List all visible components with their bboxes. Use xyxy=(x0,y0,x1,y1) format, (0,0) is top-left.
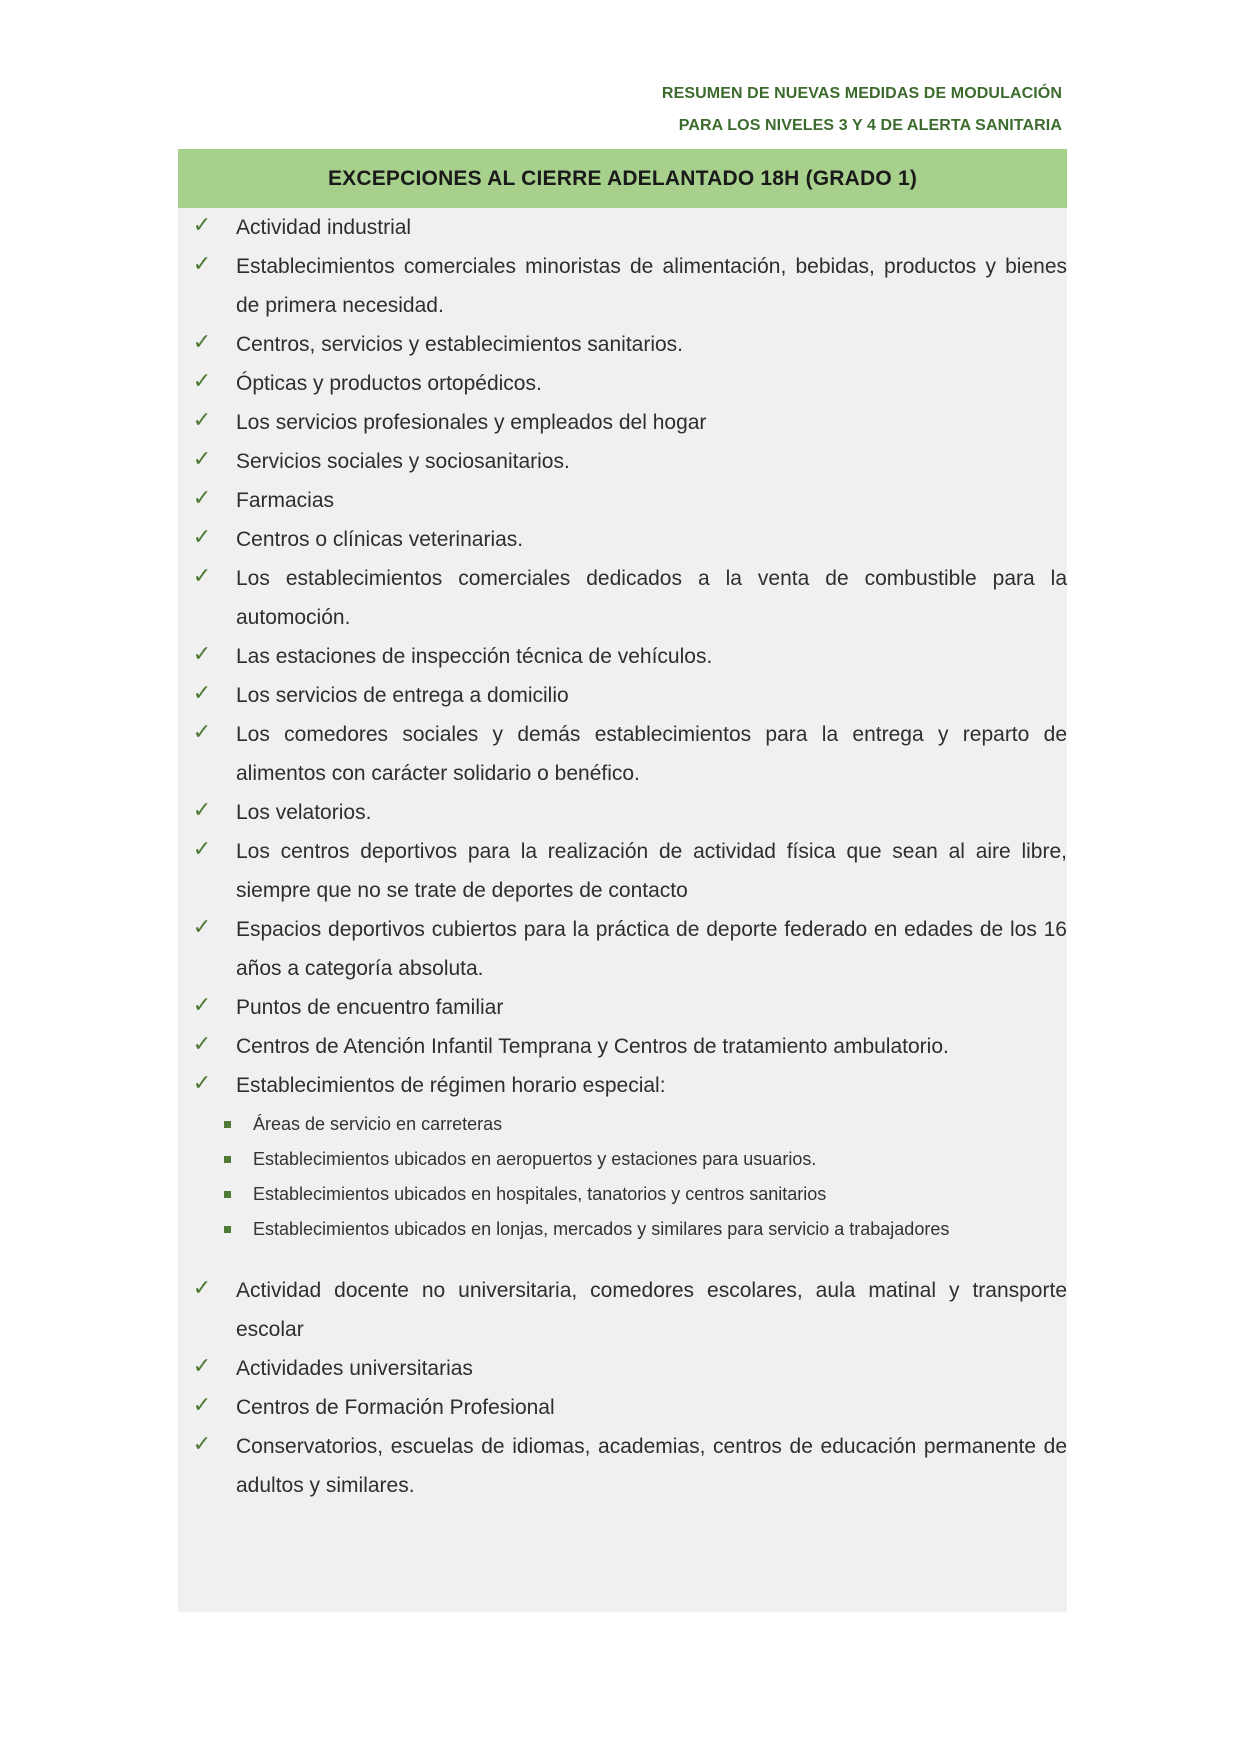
checkmark-icon: ✓ xyxy=(192,486,212,511)
checkmark-icon: ✓ xyxy=(192,720,212,745)
list-item xyxy=(178,637,1067,676)
checkmark-icon: ✓ xyxy=(192,330,212,355)
list-item-text: Conservatorios, escuelas de idiomas, academias, centros de educación permanente de adultos y similares. xyxy=(236,1435,1067,1497)
list-item xyxy=(178,715,1067,793)
sub-list-item-text: Áreas de servicio en carreteras xyxy=(253,1114,503,1134)
exceptions-panel xyxy=(178,149,1067,1612)
checkmark-icon: ✓ xyxy=(192,1432,212,1457)
checkmark-icon: ✓ xyxy=(192,408,212,433)
checkmark-icon: ✓ xyxy=(192,213,212,238)
list-item-text: Puntos de encuentro familiar xyxy=(236,996,504,1019)
list-item xyxy=(178,481,1067,520)
square-bullet-icon xyxy=(224,1156,231,1163)
sub-list-item xyxy=(178,1212,1067,1247)
list-item-text: Actividad docente no universitaria, comedores escolares, aula matinal y transporte escolar xyxy=(236,1279,1067,1341)
sub-list-item-text: Establecimientos ubicados en lonjas, mercados y similares para servicio a trabajadores xyxy=(253,1219,950,1239)
list-item xyxy=(178,1066,1067,1105)
list-item-text: Los comedores sociales y demás establecimientos para la entrega y reparto de alimentos con carácter solidario o benéfico. xyxy=(236,723,1067,785)
sub-list-item xyxy=(178,1177,1067,1212)
special-hours-sublist xyxy=(178,1107,1067,1247)
square-bullet-icon xyxy=(224,1226,231,1233)
list-item-text: Las estaciones de inspección técnica de vehículos. xyxy=(236,645,713,668)
list-item xyxy=(178,520,1067,559)
exceptions-list xyxy=(178,208,1067,1105)
list-item-text: Farmacias xyxy=(236,489,335,512)
panel-title: EXCEPCIONES AL CIERRE ADELANTADO 18H (GRADO 1) xyxy=(178,149,1067,208)
checkmark-icon: ✓ xyxy=(192,252,212,277)
checkmark-icon: ✓ xyxy=(192,681,212,706)
list-item xyxy=(178,1027,1067,1066)
checkmark-icon: ✓ xyxy=(192,993,212,1018)
list-item xyxy=(178,442,1067,481)
list-item xyxy=(178,364,1067,403)
header-line-1: RESUMEN DE NUEVAS MEDIDAS DE MODULACIÓN xyxy=(661,85,1062,102)
checkmark-icon: ✓ xyxy=(192,798,212,823)
list-item-text: Actividad industrial xyxy=(236,216,412,239)
list-item xyxy=(178,910,1067,988)
sub-list-item xyxy=(178,1142,1067,1177)
list-item xyxy=(178,1271,1067,1349)
square-bullet-icon xyxy=(224,1191,231,1198)
list-item-text: Ópticas y productos ortopédicos. xyxy=(236,372,542,395)
list-item xyxy=(178,247,1067,325)
list-item xyxy=(178,559,1067,637)
list-item xyxy=(178,676,1067,715)
checkmark-icon: ✓ xyxy=(192,1354,212,1379)
checkmark-icon: ✓ xyxy=(192,642,212,667)
list-item xyxy=(178,1349,1067,1388)
list-item xyxy=(178,1388,1067,1427)
checkmark-icon: ✓ xyxy=(192,564,212,589)
exceptions-list-continued xyxy=(178,1271,1067,1505)
list-item xyxy=(178,793,1067,832)
list-item-text: Actividades universitarias xyxy=(236,1357,473,1380)
document-header xyxy=(662,78,1062,142)
list-item-text: Los servicios de entrega a domicilio xyxy=(236,684,569,707)
list-item xyxy=(178,1427,1067,1505)
list-item-text: Servicios sociales y sociosanitarios. xyxy=(236,450,570,473)
list-item xyxy=(178,325,1067,364)
checkmark-icon: ✓ xyxy=(192,1032,212,1057)
sub-list-item-text: Establecimientos ubicados en hospitales, tanatorios y centros sanitarios xyxy=(253,1184,827,1204)
list-item-text: Establecimientos comerciales minoristas de alimentación, bebidas, productos y bienes de primera necesidad. xyxy=(236,255,1067,317)
list-item-text: Los servicios profesionales y empleados del hogar xyxy=(236,411,707,434)
sub-list-item-text: Establecimientos ubicados en aeropuertos y estaciones para usuarios. xyxy=(253,1149,817,1169)
checkmark-icon: ✓ xyxy=(192,1393,212,1418)
checkmark-icon: ✓ xyxy=(192,1071,212,1096)
square-bullet-icon xyxy=(224,1121,231,1128)
header-line-2: PARA LOS NIVELES 3 Y 4 DE ALERTA SANITARIA xyxy=(678,117,1062,134)
list-item-text: Centros, servicios y establecimientos sanitarios. xyxy=(236,333,684,356)
list-item-text: Centros de Atención Infantil Temprana y Centros de tratamiento ambulatorio. xyxy=(236,1035,949,1058)
list-item-text: Los establecimientos comerciales dedicados a la venta de combustible para la automoción. xyxy=(236,567,1067,629)
checkmark-icon: ✓ xyxy=(192,915,212,940)
list-item xyxy=(178,832,1067,910)
list-item-text: Los centros deportivos para la realización de actividad física que sean al aire libre, siempre que no se trate de deportes de contacto xyxy=(236,840,1067,902)
list-item xyxy=(178,403,1067,442)
list-item-text: Centros de Formación Profesional xyxy=(236,1396,555,1419)
checkmark-icon: ✓ xyxy=(192,837,212,862)
list-item-text: Espacios deportivos cubiertos para la práctica de deporte federado en edades de los 16 años a categoría absoluta. xyxy=(236,918,1067,980)
list-item-text: Establecimientos de régimen horario especial: xyxy=(236,1074,666,1097)
list-item xyxy=(178,988,1067,1027)
list-item xyxy=(178,208,1067,247)
sub-list-item xyxy=(178,1107,1067,1142)
checkmark-icon: ✓ xyxy=(192,369,212,394)
list-item-text: Centros o clínicas veterinarias. xyxy=(236,528,524,551)
checkmark-icon: ✓ xyxy=(192,447,212,472)
checkmark-icon: ✓ xyxy=(192,525,212,550)
list-item-text: Los velatorios. xyxy=(236,801,372,824)
checkmark-icon: ✓ xyxy=(192,1276,212,1301)
